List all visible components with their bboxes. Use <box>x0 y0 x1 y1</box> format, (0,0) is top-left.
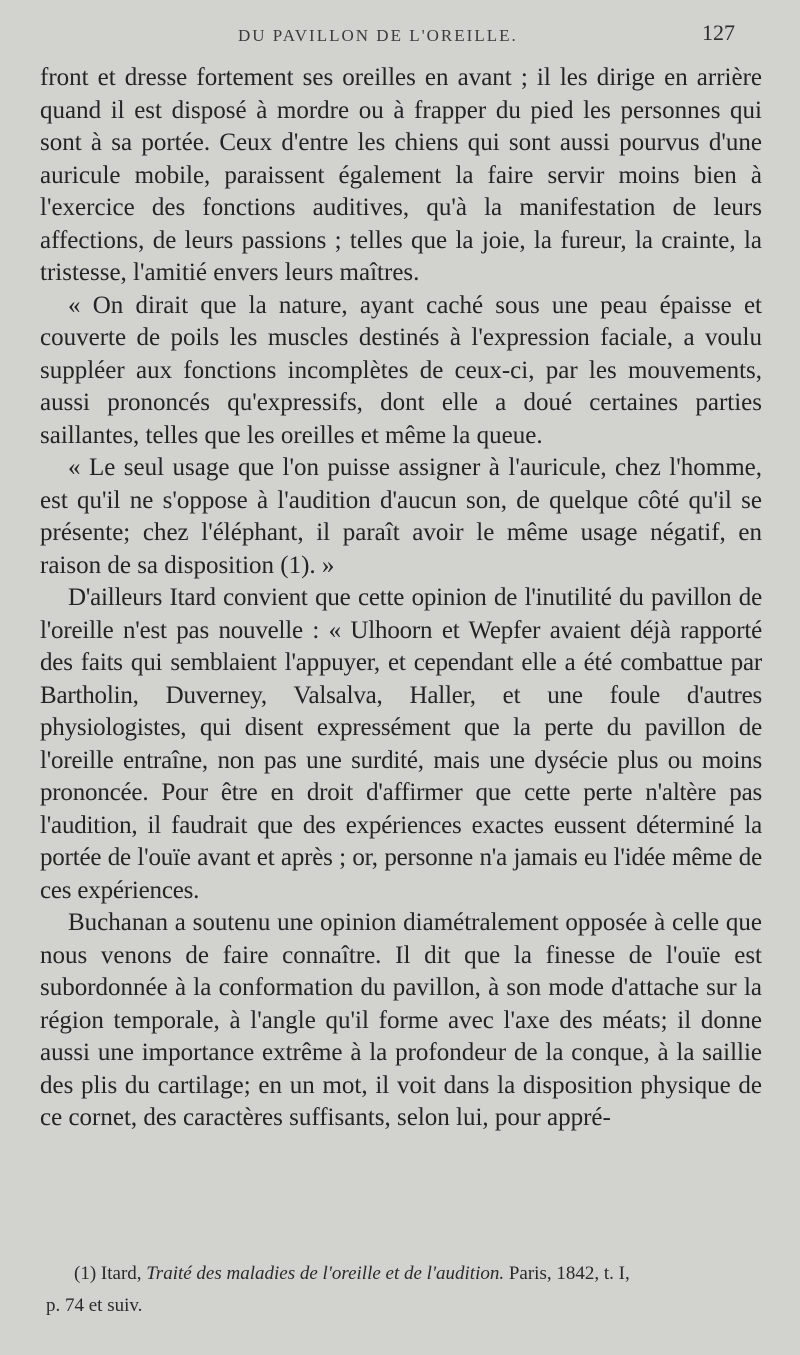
body-text <box>40 62 762 1135</box>
paragraph-itard: D'ailleurs Itard convient que cette opinion de l'inutilité du pavillon de l'oreille n'est pas nouvelle : « Ulhoorn et Wepfer avaient déjà rapporté des faits qui semblaient l'appuyer, et cependant elle a été combattue par Bartholin, Duverney, Valsalva, Haller, et une foule d'autres physiologistes, qui disent expressément que la perte du pavillon de l'oreille entraîne, non pas une surdité, mais une dysécie plus ou moins prononcée. Pour être en droit d'affirmer que cette perte n'altère pas l'audition, il faudrait que des expériences exactes eussent déterminé la portée de l'ouïe avant et après ; or, personne n'a jamais eu l'idée même de ces expériences. <box>40 584 762 904</box>
paragraph-buchanan: Buchanan a soutenu une opinion diamétralement opposée à celle que nous venons de faire connaître. Il dit que la finesse de l'ouïe est subordonnée à la conformation du pavillon, à son mode d'attache sur la région temporale, à l'angle qu'il forme avec l'axe des méats; il donne aussi une importance extrême à la profondeur de la conque, à la saillie des plis du cartilage; en un mot, il voit dans la disposition physique de ce cornet, des caractères suffisants, selon lui, pour appré- <box>40 909 762 1131</box>
running-head <box>0 18 800 48</box>
footnote-line-2: p. 74 et suiv. <box>46 1295 143 1316</box>
running-title: DU PAVILLON DE L'OREILLE. <box>238 26 518 45</box>
paragraph-continuation: front et dresse fortement ses oreilles en avant ; il les dirige en arrière quand il est disposé à mordre ou à frapper du pied les personnes qui sont à sa portée. Ceux d'entre les chiens qui sont aussi pourvus d'une auricule mobile, paraissent également la faire servir moins bien à l'exercice des fonctions auditives, qu'à la manifestation de leurs affections, de leurs passions ; telles que la joie, la fureur, la crainte, la tristesse, l'amitié envers leurs maîtres. <box>40 64 762 286</box>
footnote-marker: (1) Itard, <box>74 1263 142 1284</box>
footnote-citation: Paris, 1842, t. I, <box>508 1263 630 1284</box>
footnote <box>46 1258 764 1322</box>
footnote-line-1 <box>46 1258 764 1290</box>
page-number: 127 <box>702 20 735 45</box>
footnote-title: Traité des maladies de l'oreille et de l'audition. <box>146 1263 505 1284</box>
paragraph-quote-auricule: « Le seul usage que l'on puisse assigner à l'auricule, chez l'homme, est qu'il ne s'oppose à l'audition d'aucun son, de quelque côté qu'il se présente; chez l'éléphant, il paraît avoir le même usage négatif, en raison de sa disposition (1). » <box>40 454 762 579</box>
paragraph-quote-nature: « On dirait que la nature, ayant caché sous une peau épaisse et couverte de poils les muscles destinés à l'expression faciale, a voulu suppléer aux fonctions incomplètes de ceux-ci, par les mouvements, aussi prononcés qu'expressifs, dont elle a doué certaines parties saillantes, telles que les oreilles et même la queue. <box>40 291 762 449</box>
